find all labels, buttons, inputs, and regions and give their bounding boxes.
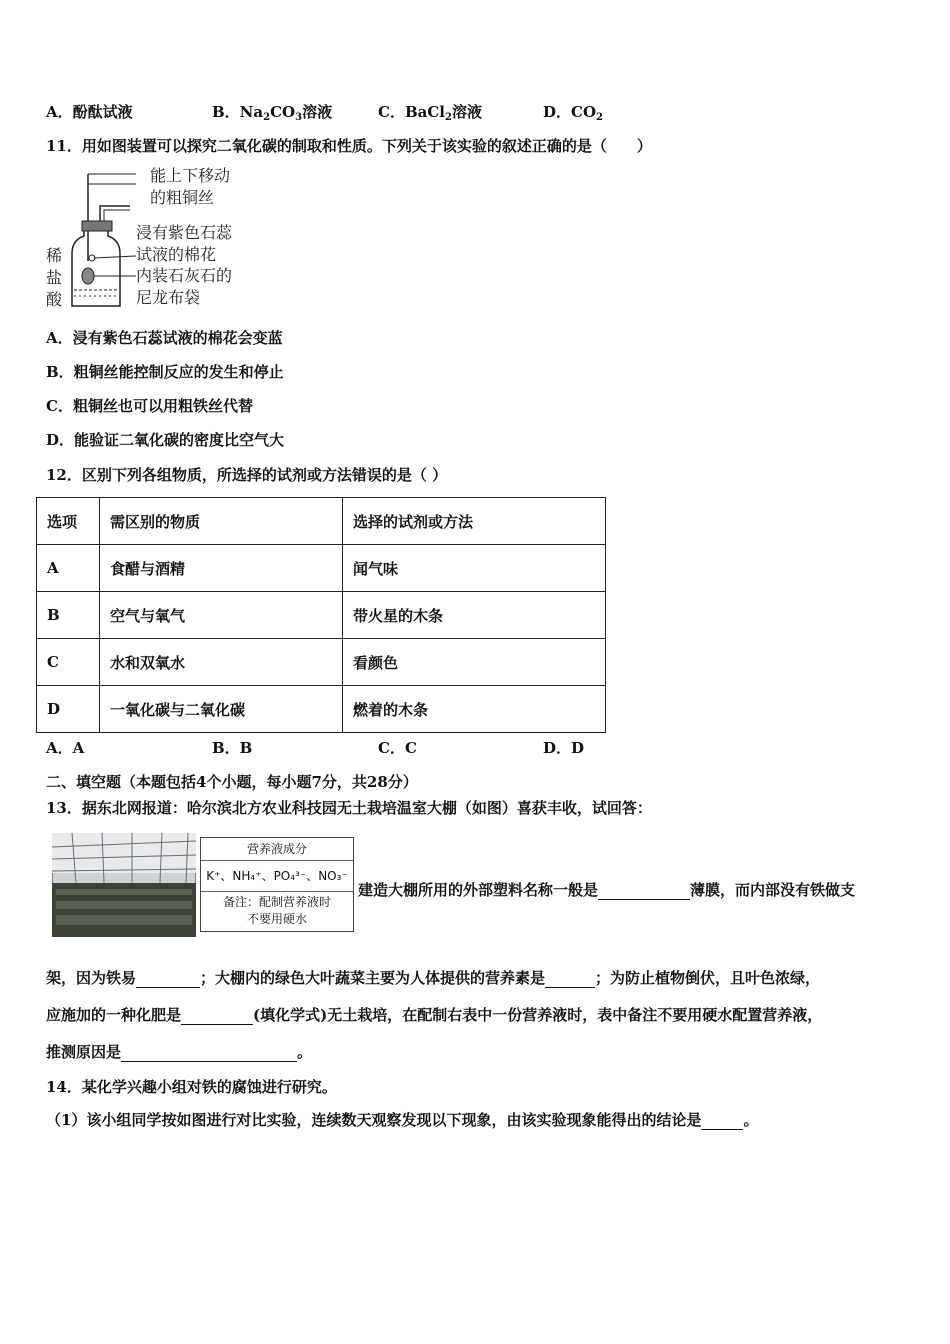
table-cell: 闻气味 — [343, 545, 606, 592]
nutrient-box-note-line1: 备注：配制营养液时 — [222, 895, 331, 909]
table-row — [37, 545, 606, 592]
q11-option-c: C．粗铜丝也可以用粗铁丝代替 — [46, 397, 253, 415]
fig-label-acid-2: 盐 — [46, 268, 63, 287]
table-header-row — [37, 498, 606, 545]
q12-table — [36, 497, 606, 733]
table-cell: A — [37, 545, 100, 592]
answer-blank[interactable] — [121, 1045, 297, 1062]
q12-answer-b: B．B — [212, 739, 253, 757]
table-cell: 一氧化碳与二氧化碳 — [100, 686, 343, 733]
table-cell: 空气与氧气 — [100, 592, 343, 639]
q13-paragraph-line2: 架，因为铁易 ；大棚内的绿色大叶蔬菜主要为人体提供的营养素是 ；为防止植物倒伏，且叶色浓绿， — [46, 969, 821, 987]
fig-label-acid-3: 酸 — [46, 290, 63, 309]
q11-option-d: D．能验证二氧化碳的密度比空气大 — [46, 431, 285, 449]
q10-option-c: C．BaCl$_2$溶液 — [378, 103, 482, 123]
fig-label-cotton-1: 浸有紫色石蕊 — [136, 223, 233, 242]
q12-answer-d: D．D — [543, 739, 585, 757]
answer-blank[interactable] — [136, 971, 200, 988]
nutrient-box-note-line2: 不要用硬水 — [246, 912, 307, 926]
q11-figure — [44, 166, 254, 314]
table-cell: 看颜色 — [343, 639, 606, 686]
section-heading: 二、填空题（本题包括4个小题，每小题7分，共28分） — [46, 773, 418, 791]
q14-sub1: （1）该小组同学按如图进行对比实验，连续数天观察发现以下现象，由该实验现象能得出的结论是 。 — [46, 1111, 759, 1129]
table-cell: 水和双氧水 — [100, 639, 343, 686]
fig-label-bag-1: 内装石灰石的 — [136, 266, 233, 285]
nutrient-box-note — [201, 894, 353, 928]
table-header-cell: 选项 — [37, 498, 100, 545]
table-header-cell: 选择的试剂或方法 — [343, 498, 606, 545]
table-header-cell: 需区别的物质 — [100, 498, 343, 545]
nutrient-solution-box — [200, 837, 354, 932]
q13-paragraph-line3: 应施加的一种化肥是 (填化学式)无土栽培，在配制右表中一份营养液时，表中备注不要用硬水配置营养液， — [46, 1006, 823, 1024]
q11-option-b: B．粗铜丝能控制反应的发生和停止 — [46, 363, 284, 381]
fig-label-acid-1: 稀 — [46, 246, 63, 265]
answer-blank[interactable] — [598, 883, 690, 900]
q12-answer-a: A．A — [46, 739, 85, 757]
q12-stem: 12．区别下列各组物质，所选择的试剂或方法错误的是（ ） — [46, 466, 448, 484]
q13-paragraph-line1: 建造大棚所用的外部塑料名称一般是 薄膜，而内部没有铁做支 — [358, 881, 856, 899]
q11-option-a: A．浸有紫色石蕊试液的棉花会变蓝 — [46, 329, 283, 347]
q13-stem: 13．据东北网报道：哈尔滨北方农业科技园无土栽培温室大棚（如图）喜获丰收，试回答： — [46, 799, 652, 817]
table-cell: 带火星的木条 — [343, 592, 606, 639]
table-cell: 燃着的木条 — [343, 686, 606, 733]
q12-answer-c: C．C — [378, 739, 417, 757]
table-row — [37, 639, 606, 686]
q10-option-d: D．$CO_2$ — [543, 103, 603, 123]
table-cell: B — [37, 592, 100, 639]
fig-label-cotton-2: 试液的棉花 — [136, 245, 217, 264]
answer-blank[interactable] — [701, 1113, 743, 1130]
table-row — [37, 592, 606, 639]
fig-label-bag-2: 尼龙布袋 — [136, 288, 201, 307]
answer-blank[interactable] — [181, 1008, 253, 1025]
q11-stem: 11．用如图装置可以探究二氧化碳的制取和性质。下列关于该实验的叙述正确的是（ ） — [46, 137, 652, 155]
table-row — [37, 686, 606, 733]
answer-blank[interactable] — [545, 971, 595, 988]
q14-stem: 14．某化学兴趣小组对铁的腐蚀进行研究。 — [46, 1078, 337, 1096]
nutrient-box-title: 营养液成分 — [201, 838, 353, 861]
nutrient-box-ions: K⁺、NH₄⁺、PO₄³⁻、NO₃⁻ — [201, 861, 353, 892]
q10-option-a: A．酚酞试液 — [46, 103, 133, 121]
q13-paragraph-line4: 推测原因是 。 — [46, 1043, 313, 1061]
fig-label-wire-2: 的粗铜丝 — [150, 188, 215, 207]
table-cell: D — [37, 686, 100, 733]
greenhouse-photo — [52, 833, 196, 937]
fig-label-wire-1: 能上下移动 — [150, 166, 231, 185]
table-cell: 食醋与酒精 — [100, 545, 343, 592]
table-cell: C — [37, 639, 100, 686]
q10-option-b: B．$Na_2CO_3$溶液 — [212, 103, 333, 123]
